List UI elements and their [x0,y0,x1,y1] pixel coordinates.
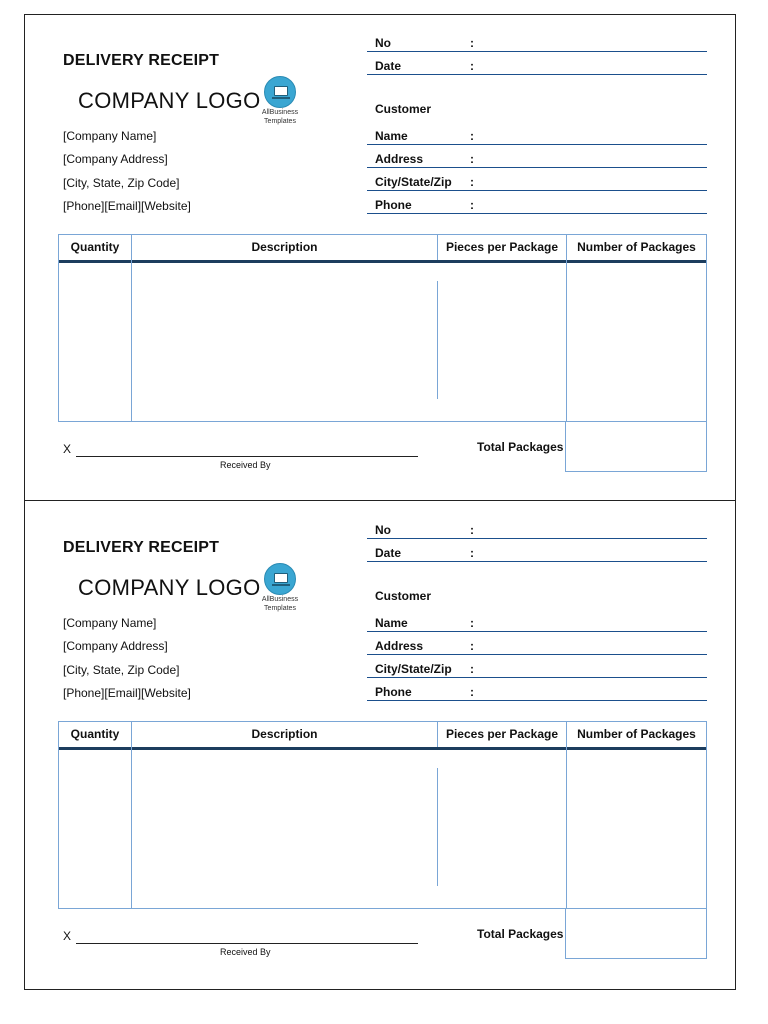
customer-phone-field[interactable] [367,683,707,701]
customer-city-field[interactable] [367,173,707,191]
field-colon: : [470,59,474,73]
name-label: Name [375,616,408,630]
customer-name-field[interactable] [367,614,707,632]
no-field[interactable] [367,521,707,539]
brand-line2: Templates [264,118,296,125]
brand-badge [256,76,304,126]
column-divider [131,722,132,909]
company-city: [City, State, Zip Code] [63,175,180,190]
field-colon: : [470,36,474,50]
laptop-icon [264,76,296,108]
address-label: Address [375,639,424,653]
column-divider [437,235,438,260]
city-label: City/State/Zip [375,662,452,676]
header-description: Description [251,240,318,254]
customer-label: Customer [375,102,432,116]
date-label: Date [375,59,402,73]
phone-label: Phone [375,685,412,699]
field-colon: : [470,129,474,143]
company-city: [City, State, Zip Code] [63,662,180,677]
items-table [58,234,707,422]
header-quantity: Quantity [70,240,120,254]
company-contact: [Phone][Email][Website] [63,685,191,700]
laptop-icon [264,563,296,595]
signature-x: X [63,442,72,456]
field-colon: : [470,639,474,653]
company-logo-text: COMPANY LOGO [78,88,261,113]
items-table [58,721,707,909]
address-label: Address [375,152,424,166]
delivery-receipt-top [24,14,736,500]
customer-label: Customer [375,589,432,603]
company-info [63,128,191,221]
delivery-receipt-bottom [24,501,736,987]
signature-line[interactable] [76,943,418,944]
total-packages-label: Total Packages [477,440,564,454]
total-packages-label: Total Packages [477,927,564,941]
signature-x: X [63,929,72,943]
customer-city-field[interactable] [367,660,707,678]
header-packages: Number of Packages [577,727,696,741]
column-divider [437,768,438,886]
brand-line1: AllBusiness [261,109,299,116]
field-colon: : [470,175,474,189]
date-label: Date [375,546,402,560]
brand-line1: AllBusiness [261,596,299,603]
total-packages-cell[interactable] [565,909,707,959]
receipt-title: DELIVERY RECEIPT [63,52,220,69]
phone-label: Phone [375,198,412,212]
header-packages: Number of Packages [577,240,696,254]
field-colon: : [470,616,474,630]
header-pieces: Pieces per Package [445,240,559,254]
no-label: No [375,523,391,537]
received-by-label: Received By [220,947,271,957]
field-colon: : [470,152,474,166]
header-pieces: Pieces per Package [445,727,559,741]
company-name: [Company Name] [63,129,157,143]
company-contact: [Phone][Email][Website] [63,198,191,213]
brand-line2: Templates [264,605,296,612]
header-rule [59,747,706,750]
no-label: No [375,36,391,50]
field-colon: : [470,662,474,676]
header-rule [59,260,706,263]
company-info [63,615,191,708]
field-colon: : [470,198,474,212]
total-packages-cell[interactable] [565,422,707,472]
city-label: City/State/Zip [375,175,452,189]
field-colon: : [470,546,474,560]
customer-address-field[interactable] [367,637,707,655]
column-divider [566,722,567,909]
date-field[interactable] [367,57,707,75]
company-address: [Company Address] [63,639,168,654]
customer-phone-field[interactable] [367,196,707,214]
date-field[interactable] [367,544,707,562]
field-colon: : [470,523,474,537]
no-field[interactable] [367,34,707,52]
company-address: [Company Address] [63,152,168,167]
signature-line[interactable] [76,456,418,457]
customer-address-field[interactable] [367,150,707,168]
column-divider [131,235,132,422]
company-name: [Company Name] [63,616,157,630]
header-quantity: Quantity [70,727,120,741]
company-logo-text: COMPANY LOGO [78,575,261,600]
receipt-title: DELIVERY RECEIPT [63,539,220,556]
field-colon: : [470,685,474,699]
column-divider [566,235,567,422]
received-by-label: Received By [220,460,271,470]
name-label: Name [375,129,408,143]
customer-name-field[interactable] [367,127,707,145]
column-divider [437,281,438,399]
column-divider [437,722,438,747]
header-description: Description [251,727,318,741]
brand-badge [256,563,304,613]
